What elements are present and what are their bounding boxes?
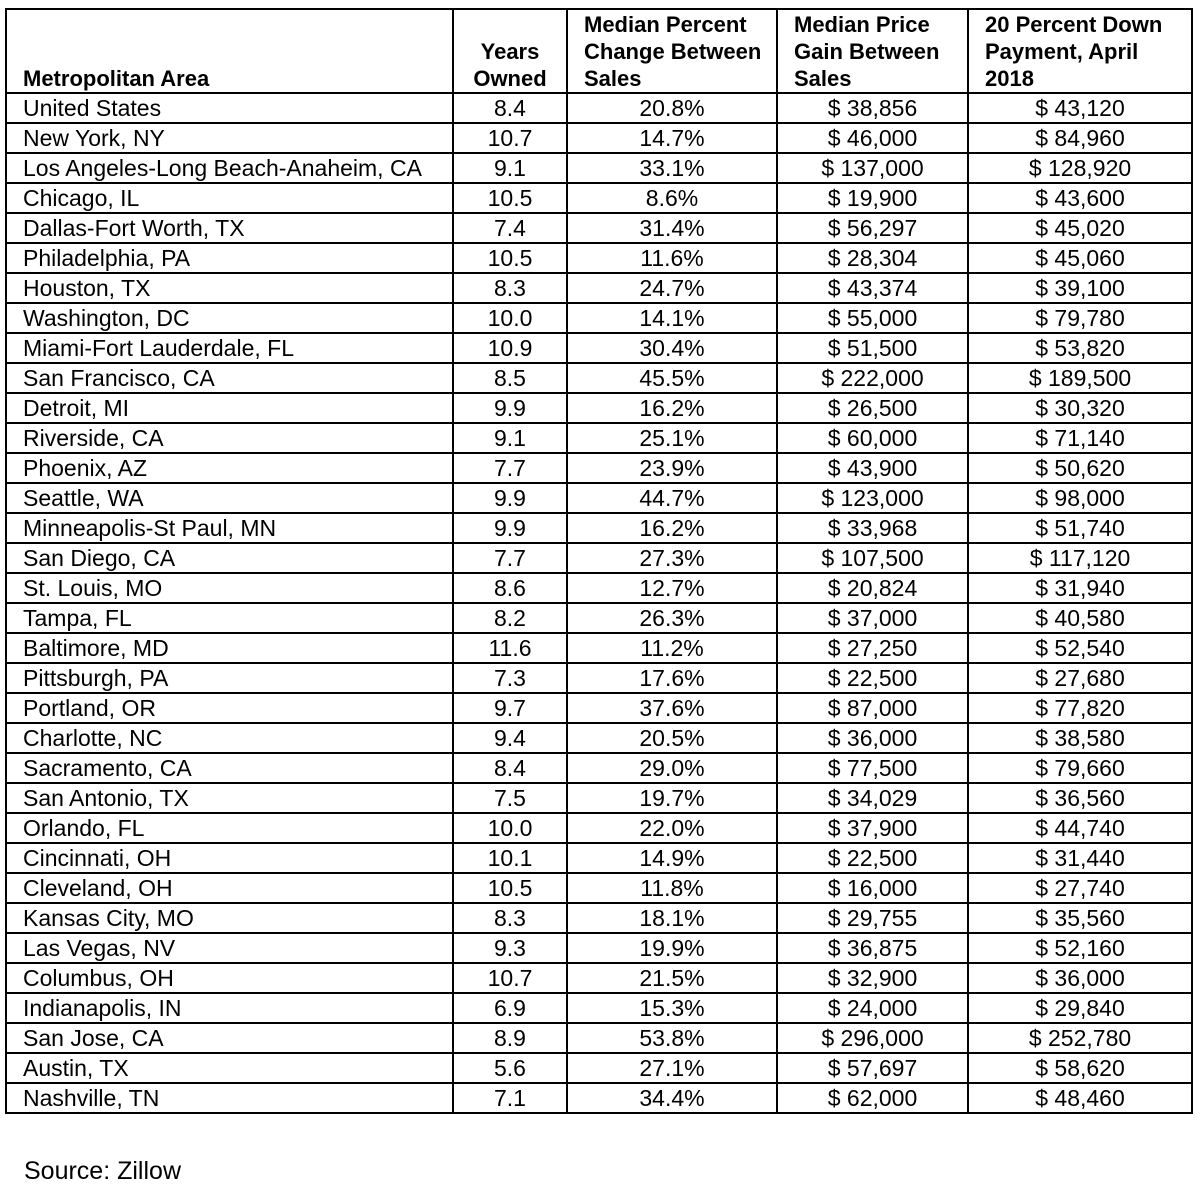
cell-down-payment: $ 79,660 xyxy=(968,753,1192,783)
cell-metropolitan-area: Detroit, MI xyxy=(6,393,453,423)
cell-years-owned: 8.3 xyxy=(453,273,567,303)
cell-median-percent-change: 14.9% xyxy=(567,843,777,873)
home-ownership-table xyxy=(5,8,1193,1114)
cell-metropolitan-area: Indianapolis, IN xyxy=(6,993,453,1023)
table-row xyxy=(6,153,1192,183)
cell-median-percent-change: 15.3% xyxy=(567,993,777,1023)
cell-median-price-gain: $ 107,500 xyxy=(777,543,968,573)
cell-years-owned: 8.4 xyxy=(453,93,567,123)
cell-years-owned: 10.9 xyxy=(453,333,567,363)
cell-years-owned: 10.5 xyxy=(453,873,567,903)
table-row xyxy=(6,573,1192,603)
cell-down-payment: $ 52,540 xyxy=(968,633,1192,663)
table-row xyxy=(6,93,1192,123)
cell-down-payment: $ 36,000 xyxy=(968,963,1192,993)
cell-median-percent-change: 29.0% xyxy=(567,753,777,783)
cell-median-price-gain: $ 57,697 xyxy=(777,1053,968,1083)
cell-median-percent-change: 17.6% xyxy=(567,663,777,693)
cell-years-owned: 7.5 xyxy=(453,783,567,813)
cell-metropolitan-area: Seattle, WA xyxy=(6,483,453,513)
header-down-payment: 20 Percent Down Payment, April 2018 xyxy=(968,9,1192,93)
cell-down-payment: $ 79,780 xyxy=(968,303,1192,333)
cell-years-owned: 8.3 xyxy=(453,903,567,933)
cell-median-percent-change: 19.9% xyxy=(567,933,777,963)
cell-median-percent-change: 33.1% xyxy=(567,153,777,183)
cell-years-owned: 7.4 xyxy=(453,213,567,243)
cell-median-percent-change: 25.1% xyxy=(567,423,777,453)
header-median-price-gain: Median Price Gain Between Sales xyxy=(777,9,968,93)
cell-down-payment: $ 84,960 xyxy=(968,123,1192,153)
cell-down-payment: $ 58,620 xyxy=(968,1053,1192,1083)
cell-down-payment: $ 117,120 xyxy=(968,543,1192,573)
cell-median-price-gain: $ 37,000 xyxy=(777,603,968,633)
cell-metropolitan-area: United States xyxy=(6,93,453,123)
cell-years-owned: 10.5 xyxy=(453,183,567,213)
cell-metropolitan-area: Pittsburgh, PA xyxy=(6,663,453,693)
cell-years-owned: 8.6 xyxy=(453,573,567,603)
cell-median-price-gain: $ 56,297 xyxy=(777,213,968,243)
cell-median-price-gain: $ 46,000 xyxy=(777,123,968,153)
cell-median-price-gain: $ 28,304 xyxy=(777,243,968,273)
cell-down-payment: $ 36,560 xyxy=(968,783,1192,813)
cell-down-payment: $ 31,940 xyxy=(968,573,1192,603)
cell-median-price-gain: $ 34,029 xyxy=(777,783,968,813)
cell-median-percent-change: 20.5% xyxy=(567,723,777,753)
cell-metropolitan-area: Philadelphia, PA xyxy=(6,243,453,273)
cell-metropolitan-area: San Francisco, CA xyxy=(6,363,453,393)
cell-years-owned: 9.7 xyxy=(453,693,567,723)
cell-metropolitan-area: Cleveland, OH xyxy=(6,873,453,903)
header-years-owned: Years Owned xyxy=(453,9,567,93)
cell-down-payment: $ 77,820 xyxy=(968,693,1192,723)
cell-down-payment: $ 53,820 xyxy=(968,333,1192,363)
cell-metropolitan-area: Los Angeles-Long Beach-Anaheim, CA xyxy=(6,153,453,183)
cell-metropolitan-area: Phoenix, AZ xyxy=(6,453,453,483)
cell-years-owned: 10.5 xyxy=(453,243,567,273)
cell-median-percent-change: 11.8% xyxy=(567,873,777,903)
cell-years-owned: 7.1 xyxy=(453,1083,567,1113)
cell-median-price-gain: $ 123,000 xyxy=(777,483,968,513)
cell-metropolitan-area: Tampa, FL xyxy=(6,603,453,633)
cell-down-payment: $ 44,740 xyxy=(968,813,1192,843)
cell-median-percent-change: 19.7% xyxy=(567,783,777,813)
cell-years-owned: 11.6 xyxy=(453,633,567,663)
cell-metropolitan-area: Charlotte, NC xyxy=(6,723,453,753)
cell-median-percent-change: 44.7% xyxy=(567,483,777,513)
table-row xyxy=(6,933,1192,963)
table-row xyxy=(6,603,1192,633)
cell-median-percent-change: 22.0% xyxy=(567,813,777,843)
cell-median-price-gain: $ 51,500 xyxy=(777,333,968,363)
table-row xyxy=(6,1083,1192,1113)
cell-median-percent-change: 37.6% xyxy=(567,693,777,723)
cell-median-price-gain: $ 26,500 xyxy=(777,393,968,423)
cell-median-price-gain: $ 60,000 xyxy=(777,423,968,453)
cell-down-payment: $ 43,600 xyxy=(968,183,1192,213)
cell-median-price-gain: $ 222,000 xyxy=(777,363,968,393)
table-row xyxy=(6,393,1192,423)
cell-median-percent-change: 27.1% xyxy=(567,1053,777,1083)
cell-median-price-gain: $ 137,000 xyxy=(777,153,968,183)
cell-median-price-gain: $ 77,500 xyxy=(777,753,968,783)
cell-down-payment: $ 30,320 xyxy=(968,393,1192,423)
cell-median-price-gain: $ 27,250 xyxy=(777,633,968,663)
table-row xyxy=(6,183,1192,213)
table-row xyxy=(6,123,1192,153)
cell-years-owned: 9.1 xyxy=(453,153,567,183)
cell-median-percent-change: 18.1% xyxy=(567,903,777,933)
cell-years-owned: 9.9 xyxy=(453,513,567,543)
cell-years-owned: 10.0 xyxy=(453,813,567,843)
cell-median-percent-change: 21.5% xyxy=(567,963,777,993)
cell-down-payment: $ 52,160 xyxy=(968,933,1192,963)
table-row xyxy=(6,333,1192,363)
cell-median-price-gain: $ 43,374 xyxy=(777,273,968,303)
cell-metropolitan-area: Cincinnati, OH xyxy=(6,843,453,873)
cell-median-price-gain: $ 22,500 xyxy=(777,843,968,873)
cell-median-percent-change: 12.7% xyxy=(567,573,777,603)
cell-years-owned: 10.0 xyxy=(453,303,567,333)
cell-down-payment: $ 189,500 xyxy=(968,363,1192,393)
table-row xyxy=(6,753,1192,783)
cell-median-price-gain: $ 87,000 xyxy=(777,693,968,723)
table-row xyxy=(6,1053,1192,1083)
cell-median-percent-change: 34.4% xyxy=(567,1083,777,1113)
cell-years-owned: 8.2 xyxy=(453,603,567,633)
table-row xyxy=(6,843,1192,873)
cell-years-owned: 5.6 xyxy=(453,1053,567,1083)
cell-metropolitan-area: Las Vegas, NV xyxy=(6,933,453,963)
table-row xyxy=(6,993,1192,1023)
table-row xyxy=(6,423,1192,453)
cell-median-percent-change: 24.7% xyxy=(567,273,777,303)
cell-median-percent-change: 31.4% xyxy=(567,213,777,243)
cell-median-price-gain: $ 33,968 xyxy=(777,513,968,543)
data-table-container xyxy=(5,8,1191,1114)
cell-median-price-gain: $ 24,000 xyxy=(777,993,968,1023)
cell-down-payment: $ 71,140 xyxy=(968,423,1192,453)
cell-years-owned: 10.7 xyxy=(453,963,567,993)
cell-down-payment: $ 50,620 xyxy=(968,453,1192,483)
cell-metropolitan-area: San Antonio, TX xyxy=(6,783,453,813)
cell-down-payment: $ 128,920 xyxy=(968,153,1192,183)
cell-median-percent-change: 16.2% xyxy=(567,393,777,423)
table-row xyxy=(6,303,1192,333)
cell-metropolitan-area: Sacramento, CA xyxy=(6,753,453,783)
cell-metropolitan-area: New York, NY xyxy=(6,123,453,153)
cell-years-owned: 10.7 xyxy=(453,123,567,153)
table-row xyxy=(6,1023,1192,1053)
cell-median-price-gain: $ 32,900 xyxy=(777,963,968,993)
cell-median-percent-change: 45.5% xyxy=(567,363,777,393)
cell-years-owned: 9.4 xyxy=(453,723,567,753)
table-row xyxy=(6,783,1192,813)
cell-years-owned: 9.3 xyxy=(453,933,567,963)
cell-median-price-gain: $ 37,900 xyxy=(777,813,968,843)
cell-years-owned: 10.1 xyxy=(453,843,567,873)
cell-median-price-gain: $ 62,000 xyxy=(777,1083,968,1113)
cell-years-owned: 8.4 xyxy=(453,753,567,783)
cell-metropolitan-area: Kansas City, MO xyxy=(6,903,453,933)
cell-down-payment: $ 45,020 xyxy=(968,213,1192,243)
cell-metropolitan-area: Riverside, CA xyxy=(6,423,453,453)
table-row xyxy=(6,723,1192,753)
cell-median-percent-change: 11.2% xyxy=(567,633,777,663)
cell-median-percent-change: 23.9% xyxy=(567,453,777,483)
cell-down-payment: $ 45,060 xyxy=(968,243,1192,273)
cell-down-payment: $ 31,440 xyxy=(968,843,1192,873)
cell-metropolitan-area: Washington, DC xyxy=(6,303,453,333)
cell-median-price-gain: $ 19,900 xyxy=(777,183,968,213)
cell-metropolitan-area: Portland, OR xyxy=(6,693,453,723)
table-row xyxy=(6,903,1192,933)
cell-metropolitan-area: Chicago, IL xyxy=(6,183,453,213)
cell-median-percent-change: 11.6% xyxy=(567,243,777,273)
cell-metropolitan-area: Austin, TX xyxy=(6,1053,453,1083)
cell-metropolitan-area: Orlando, FL xyxy=(6,813,453,843)
table-row xyxy=(6,963,1192,993)
cell-metropolitan-area: San Jose, CA xyxy=(6,1023,453,1053)
cell-median-percent-change: 16.2% xyxy=(567,513,777,543)
cell-median-percent-change: 14.1% xyxy=(567,303,777,333)
cell-median-price-gain: $ 36,875 xyxy=(777,933,968,963)
table-row xyxy=(6,273,1192,303)
cell-years-owned: 6.9 xyxy=(453,993,567,1023)
table-row xyxy=(6,513,1192,543)
cell-median-price-gain: $ 16,000 xyxy=(777,873,968,903)
cell-metropolitan-area: St. Louis, MO xyxy=(6,573,453,603)
cell-years-owned: 7.7 xyxy=(453,543,567,573)
cell-metropolitan-area: Dallas-Fort Worth, TX xyxy=(6,213,453,243)
cell-down-payment: $ 252,780 xyxy=(968,1023,1192,1053)
source-note: Source: Zillow xyxy=(24,1157,181,1185)
cell-median-price-gain: $ 29,755 xyxy=(777,903,968,933)
cell-down-payment: $ 35,560 xyxy=(968,903,1192,933)
cell-years-owned: 9.1 xyxy=(453,423,567,453)
header-metropolitan-area: Metropolitan Area xyxy=(6,9,453,93)
table-row xyxy=(6,693,1192,723)
cell-median-percent-change: 14.7% xyxy=(567,123,777,153)
cell-years-owned: 7.7 xyxy=(453,453,567,483)
cell-median-price-gain: $ 55,000 xyxy=(777,303,968,333)
cell-median-price-gain: $ 36,000 xyxy=(777,723,968,753)
table-row xyxy=(6,633,1192,663)
table-row xyxy=(6,243,1192,273)
cell-median-price-gain: $ 20,824 xyxy=(777,573,968,603)
cell-median-percent-change: 53.8% xyxy=(567,1023,777,1053)
cell-down-payment: $ 27,740 xyxy=(968,873,1192,903)
cell-down-payment: $ 40,580 xyxy=(968,603,1192,633)
cell-down-payment: $ 98,000 xyxy=(968,483,1192,513)
cell-median-percent-change: 27.3% xyxy=(567,543,777,573)
table-row xyxy=(6,453,1192,483)
cell-years-owned: 9.9 xyxy=(453,393,567,423)
table-row xyxy=(6,213,1192,243)
cell-down-payment: $ 48,460 xyxy=(968,1083,1192,1113)
cell-years-owned: 8.9 xyxy=(453,1023,567,1053)
cell-metropolitan-area: Miami-Fort Lauderdale, FL xyxy=(6,333,453,363)
cell-median-price-gain: $ 38,856 xyxy=(777,93,968,123)
cell-years-owned: 9.9 xyxy=(453,483,567,513)
cell-metropolitan-area: Baltimore, MD xyxy=(6,633,453,663)
cell-metropolitan-area: Nashville, TN xyxy=(6,1083,453,1113)
cell-metropolitan-area: Minneapolis-St Paul, MN xyxy=(6,513,453,543)
cell-years-owned: 8.5 xyxy=(453,363,567,393)
table-row xyxy=(6,873,1192,903)
cell-down-payment: $ 39,100 xyxy=(968,273,1192,303)
cell-metropolitan-area: San Diego, CA xyxy=(6,543,453,573)
cell-median-price-gain: $ 43,900 xyxy=(777,453,968,483)
cell-down-payment: $ 51,740 xyxy=(968,513,1192,543)
cell-years-owned: 7.3 xyxy=(453,663,567,693)
header-median-percent-change: Median Percent Change Between Sales xyxy=(567,9,777,93)
cell-down-payment: $ 29,840 xyxy=(968,993,1192,1023)
table-row xyxy=(6,543,1192,573)
cell-down-payment: $ 27,680 xyxy=(968,663,1192,693)
table-row xyxy=(6,663,1192,693)
cell-down-payment: $ 38,580 xyxy=(968,723,1192,753)
table-row xyxy=(6,363,1192,393)
header-row xyxy=(6,9,1192,93)
cell-median-percent-change: 20.8% xyxy=(567,93,777,123)
cell-down-payment: $ 43,120 xyxy=(968,93,1192,123)
cell-metropolitan-area: Columbus, OH xyxy=(6,963,453,993)
cell-metropolitan-area: Houston, TX xyxy=(6,273,453,303)
table-row xyxy=(6,813,1192,843)
cell-median-price-gain: $ 296,000 xyxy=(777,1023,968,1053)
cell-median-percent-change: 8.6% xyxy=(567,183,777,213)
cell-median-percent-change: 26.3% xyxy=(567,603,777,633)
cell-median-price-gain: $ 22,500 xyxy=(777,663,968,693)
cell-median-percent-change: 30.4% xyxy=(567,333,777,363)
table-body xyxy=(6,93,1192,1113)
table-row xyxy=(6,483,1192,513)
